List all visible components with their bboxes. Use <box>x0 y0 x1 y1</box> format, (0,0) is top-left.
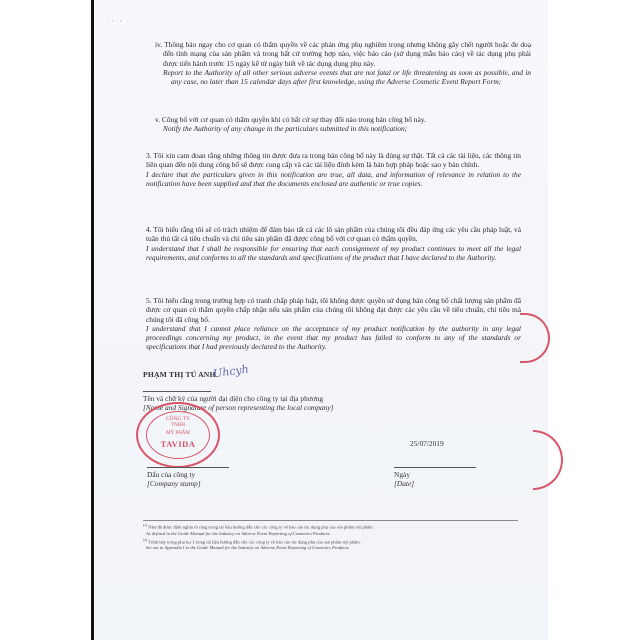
section-5-english: I understand that I cannot place reliance on the acceptance of my product notification by the authority in any legal proceedings concerning my product, in the event that my product has failed to conform to any of the standards or specifications that I had previously declared to the Authority. <box>146 323 521 352</box>
stamp-company-name: TAVIDA <box>160 439 196 449</box>
date-line <box>394 467 476 468</box>
stamp-line <box>147 467 229 468</box>
footnote-divider <box>143 520 518 521</box>
footnote-1-marker: (1) <box>143 523 148 527</box>
section-3-english: I declare that the particulars given in this notification are true, all data, and information of relevance in relation to the notification have been supplied and that the documents enclosed are authentic or true copies. <box>146 169 521 188</box>
clause-iv-english: Report to the Authority of all other serious adverse events that are not fatal or life threatening as soon as possible, and in any case, no later than 15 calendar days after first knowledge, using the Adverse Cosmetic Event Report Form; <box>163 67 531 87</box>
date-value: 25/07/2019 <box>410 439 444 448</box>
section-3-declaration <box>146 151 521 188</box>
section-3-vietnamese: 3. Tôi xin cam đoan rằng những thông tin được đưa ra trong bản công bố này là đúng sự thật. Tất cả các tài liệu, các thông tin liên quan đến nội dung công bố sẽ được cung cấp và các tài liệu đính kèm là bản hợp pháp hoặc sao y bản chính. <box>146 151 521 170</box>
section-4-responsibility <box>146 225 521 262</box>
section-4-english: I understand that I shall be responsible for ensuring that each consignment of my product continues to meet all the legal requirements, and conforms to all the standards and specifications of the product that I have declared to the Authority. <box>146 243 521 262</box>
stamp-line-3: MỸ PHẨM <box>166 431 190 436</box>
date-label <box>394 470 414 488</box>
footnote-1-english: As defined in the Guide Manual for the Industry on Adverse Event Reporting of Cosmetics Products. <box>146 530 331 536</box>
edge-seal-fragment-lower <box>533 430 563 490</box>
section-5-reliance <box>146 296 521 352</box>
section-4-vietnamese: 4. Tôi hiểu rằng tôi sẽ có trách nhiệm để đảm bảo tất cả các lô sản phẩm của chúng tôi đều đáp ứng các yêu cầu pháp luật, và tuân thủ tất cả tiêu chuẩn và chỉ tiêu sản phẩm đã được công bố với cơ quan có thẩm quyền. <box>146 225 521 244</box>
footnote-1 <box>143 522 523 537</box>
clause-v-vietnamese: v. Công bố với cơ quan có thẩm quyền khi có bất cứ sự thay đổi nào trong bản công bố này. <box>155 115 426 124</box>
stamp-label-vietnamese: Dấu của công ty <box>147 470 196 479</box>
footnote-2 <box>143 537 523 552</box>
signatory-label-english: [Name and Signature of person representing the local company] <box>143 403 334 412</box>
footnote-1-vietnamese: Như đã được định nghĩa rõ ràng trong tài liệu hướng dẫn cho các công ty về báo cáo tác dụng phụ của sản phẩm mỹ phẩm. <box>148 524 374 530</box>
scan-artifact: · ·ʻ˙ʻ · <box>100 20 131 26</box>
signatory-label-vietnamese: Tên và chữ ký của người đại diện cho công ty tại địa phương <box>143 394 324 403</box>
clause-v-english: Notify the Authority of any change in the particulars submitted in this notification; <box>163 124 408 134</box>
stamp-line-2: TNHH <box>171 423 185 428</box>
signature-line <box>143 391 211 392</box>
date-label-vietnamese: Ngày <box>394 470 411 479</box>
footnote-2-marker: (2) <box>143 537 148 542</box>
company-stamp-seal <box>136 402 220 468</box>
footnote-2-english: Set out in Appendix I to the Guide Manual for the Industry on Adverse Event Reporting of Cosmetics Products. <box>146 545 350 551</box>
date-label-english: [Date] <box>394 479 415 488</box>
clause-v <box>155 115 531 134</box>
stamp-label <box>147 470 201 488</box>
clause-iv-vietnamese: iv. Thông báo ngay cho cơ quan có thẩm quyền về các phản ứng phụ nghiêm trọng nhưng không gây chết người hoặc đe doạ đến tính mạng của sản phẩm và trong bất cứ trường hợp nào, việc báo cáo (sử dụng mẫu báo cáo) về tác dụng phụ phải được tiến hành trước 15 ngày kể từ ngày biết về tác dụng dụng phụ này. <box>155 40 531 68</box>
section-5-vietnamese: 5. Tôi hiểu rằng trong trường hợp có tranh chấp pháp luật, tôi không được quyền sử dụng bản công bố chất lượng sản phẩm đã được cơ quan có thẩm quyền chấp nhận nếu sản phẩm của chúng tôi không đạt được các yêu cầu về tiêu chuẩn, chỉ tiêu mà chúng tôi đã công bố. <box>146 296 521 324</box>
handwritten-signature: Uhcyh <box>212 362 250 381</box>
stamp-line-1: CÔNG TY <box>165 416 191 422</box>
clause-iv <box>155 40 531 86</box>
signatory-name: PHẠM THỊ TÚ ANH <box>143 370 216 379</box>
stamp-label-english: [Company stamp] <box>147 479 201 488</box>
footnote-2-vietnamese: Trình bày trong phụ lục I trong tài liệu hướng dẫn cho các công ty về báo cáo tác dụng phụ của sản phẩm mỹ phẩm. <box>148 539 361 545</box>
footnotes <box>143 522 523 551</box>
